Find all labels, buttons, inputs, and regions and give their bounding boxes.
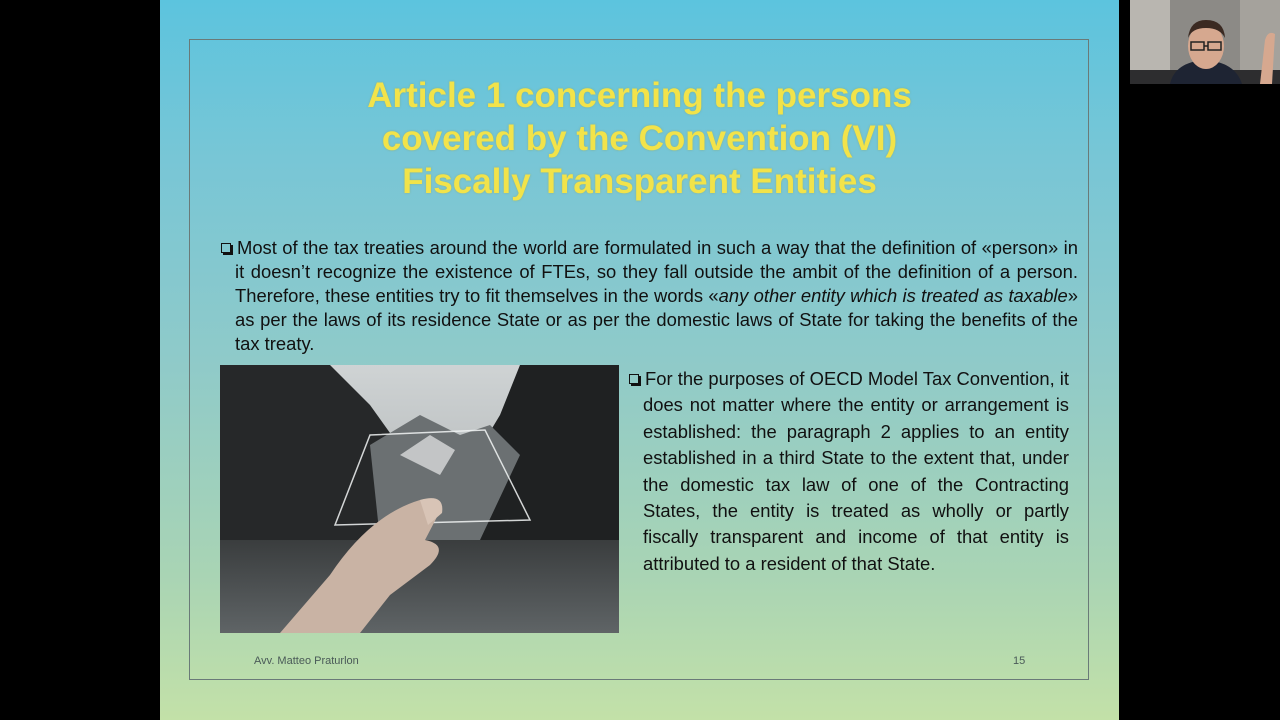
checkbox-bullet-icon [629,374,639,384]
title-line-1: Article 1 concerning the persons [367,76,912,115]
bullet-paragraph-2 [643,366,1069,577]
title-line-3: Fiscally Transparent Entities [402,162,877,201]
paragraph1-italic: any other entity which is treated as taxable [718,285,1068,306]
slide-page-number: 15 [1013,655,1026,667]
presentation-slide [160,0,1119,720]
photo-illustration [220,365,619,633]
presenter-webcam-image [1130,0,1280,84]
slide-title [160,74,1119,203]
bullet-paragraph-1 [235,236,1078,356]
mountain-lake-glass-photo [220,365,619,633]
paragraph1-text-a: Most of the tax treaties around the world are formulated in such a way that the definition of «person» in it doesn’t recognize the existence of FTEs, so they fall outside the ambit of the definition of a person. Therefore, these entities try to fit themselves in the words « [235,237,1078,306]
webcam-video-thumbnail [1130,0,1280,84]
paragraph2-text: For the purposes of OECD Model Tax Convention, it does not matter where the entity or arrangement is established: the paragraph 2 applies to an entity established in a third State to the extent that, under the domestic tax law of one of the Contracting States, the entity is treated as wholly or partly fiscally transparent and income of that entity is attributed to a resident of that State. [643,368,1069,574]
checkbox-bullet-icon [221,243,231,253]
title-line-2: covered by the Convention (VI) [381,119,898,158]
footer-author: Avv. Matteo Praturlon [254,655,359,667]
paragraph1-text-b: » as per the laws of its residence State or as per the domestic laws of State for taking the benefits of the tax treaty. [235,285,1078,354]
